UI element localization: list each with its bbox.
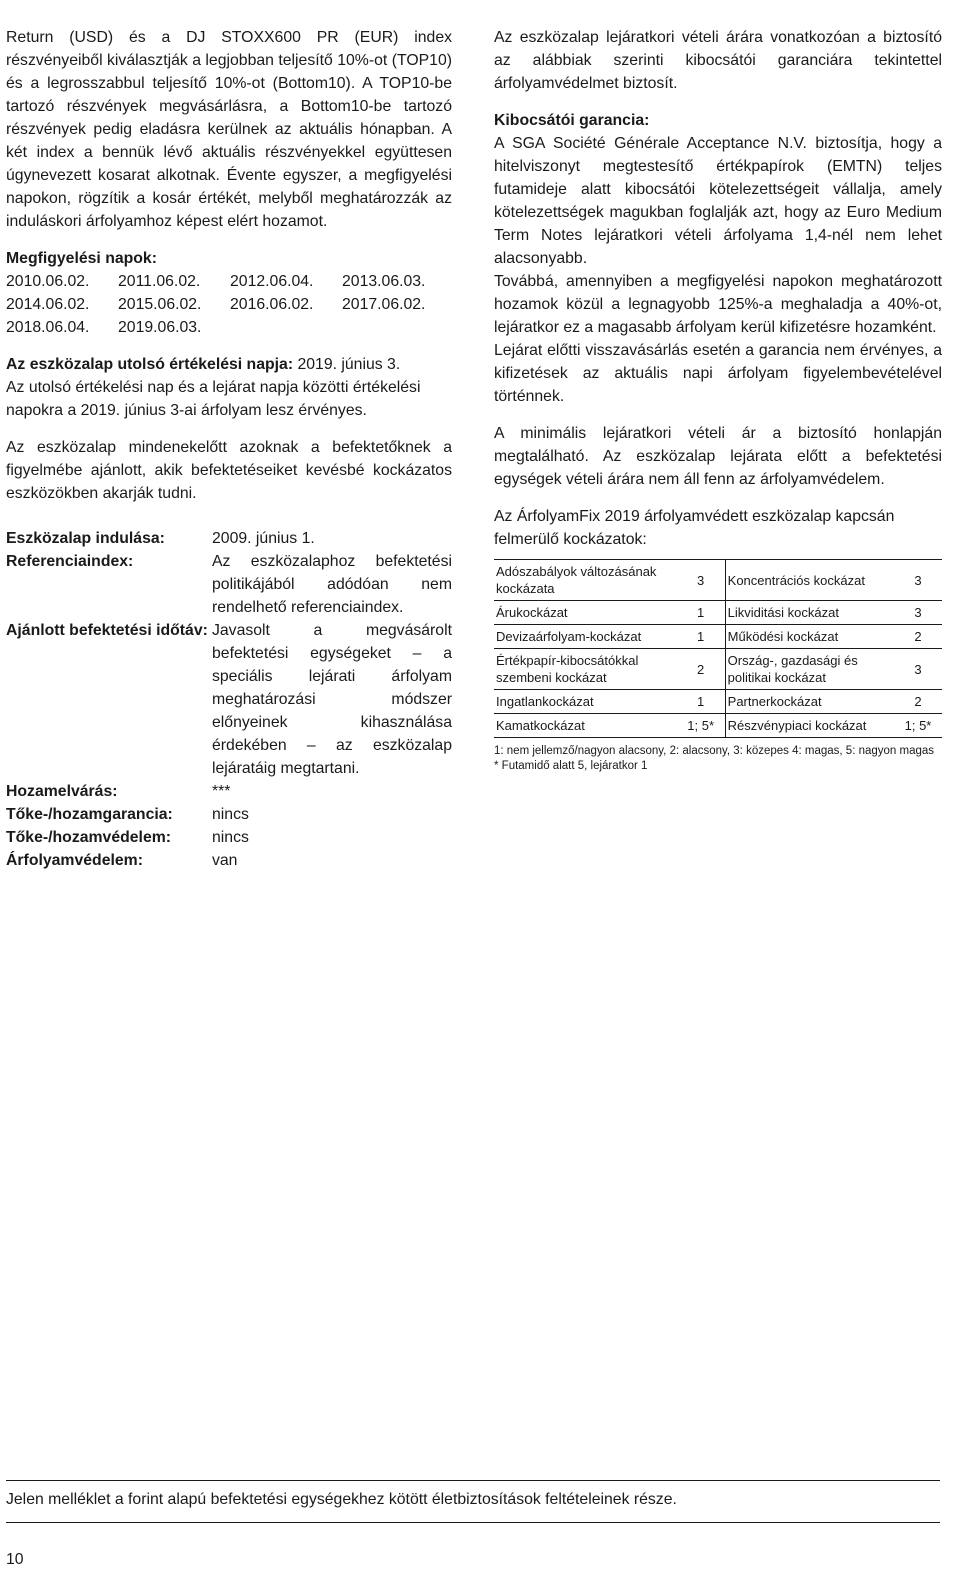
risk-intro: Az ÁrfolyamFix 2019 árfolyamvédett eszközalap kapcsán felmerülő kockázatok: xyxy=(494,508,895,548)
risk-score: 3 xyxy=(894,560,942,601)
fact-key: Referenciaindex: xyxy=(6,553,134,570)
fact-value: *** xyxy=(212,783,231,800)
fact-key: Tőke-/hozamgarancia: xyxy=(6,806,173,823)
protection-intro: Az eszközalap lejáratkori vételi árára vonatkozóan a biztosító az alábbiak szerinti kibocsátói garanciára tekintettel árfolyamvédelmet biztosít. xyxy=(494,29,942,92)
risk-name: Részvénypiaci kockázat xyxy=(725,714,894,738)
observation-date: 2016.06.02. xyxy=(230,296,314,313)
risk-row xyxy=(494,625,942,649)
risk-score: 1 xyxy=(677,690,726,714)
risk-name: Kamatkockázat xyxy=(494,714,677,738)
observation-heading: Megfigyelési napok: xyxy=(6,250,157,267)
risk-score: 1 xyxy=(677,625,726,649)
risk-score: 2 xyxy=(894,690,942,714)
risk-name: Értékpapír-kibocsátókkal szembeni kockázat xyxy=(494,649,677,690)
observation-date: 2012.06.04. xyxy=(230,273,314,290)
risk-name: Működési kockázat xyxy=(725,625,894,649)
risk-score: 2 xyxy=(894,625,942,649)
risk-row xyxy=(494,649,942,690)
target-paragraph: Az eszközalap mindenekelőtt azoknak a befektetőknek a figyelmébe ajánlott, akik befektetéseiket kevésbé kockázatos eszközökben akarják tudni. xyxy=(6,439,452,502)
risk-score: 1 xyxy=(677,601,726,625)
risk-name: Devizaárfolyam-kockázat xyxy=(494,625,677,649)
fact-value: nincs xyxy=(212,806,249,823)
fact-key: Hozamelvárás: xyxy=(6,783,118,800)
last-valuation-label: Az eszközalap utolsó értékelési napja: xyxy=(6,356,294,373)
fact-value: van xyxy=(212,852,238,869)
last-valuation-note: Az utolsó értékelési nap és a lejárat napja közötti értékelési napokra a 2019. június 3-ai árfolyam lesz érvényes. xyxy=(6,379,421,419)
fact-key: Árfolyamvédelem: xyxy=(6,852,143,869)
observation-date: 2013.06.03. xyxy=(342,273,426,290)
guarantee-paragraph: Továbbá, amennyiben a megfigyelési napokon meghatározott hozamok közül a legnagyobb 125%-a meghaladja a 40%-ot, lejáratkor ez a magasabb árfolyam kerül kifizetésre hozamként. xyxy=(494,273,942,336)
right-column xyxy=(494,26,942,774)
left-column xyxy=(6,26,452,872)
min-price-paragraph: A minimális lejáratkori vételi ár a biztosító honlapján megtalálható. Az eszközalap lejárata előtt a befektetési egységek vételi árára nem áll fenn az árfolyamvédelem. xyxy=(494,425,942,488)
observation-date: 2017.06.02. xyxy=(342,296,426,313)
last-valuation-value: 2019. június 3. xyxy=(293,356,401,373)
risk-name: Likviditási kockázat xyxy=(725,601,894,625)
observation-dates xyxy=(6,270,452,339)
risk-score: 3 xyxy=(894,649,942,690)
risk-score: 2 xyxy=(677,649,726,690)
guarantee-paragraph: A SGA Société Générale Acceptance N.V. biztosítja, hogy a hitelviszonyt megtestesítő értékpapírok (EMTN) teljes futamideje alatt kibocsátói kötelezettségeit vállalja, amely kötelezettségek magukban foglalják azt, hogy az Euro Medium Term Notes lejáratkori vételi árfolyama 1,4-nél nem lehet alacsonyabb. xyxy=(494,135,942,267)
guarantee-paragraph: Lejárat előtti visszavásárlás esetén a garancia nem érvényes, a kifizetések az aktuális napi árfolyam figyelembevételével történnek. xyxy=(494,342,942,405)
fact-value: nincs xyxy=(212,829,249,846)
observation-date: 2010.06.02. xyxy=(6,273,90,290)
risk-row xyxy=(494,690,942,714)
risk-name: Ország-, gazdasági és politikai kockázat xyxy=(725,649,894,690)
fact-value: Javasolt a megvásárolt befektetési egységeket – a speciális lejárati árfolyam meghatározási módszer előnyeinek kihasználása érdekében – az eszközalap lejáratáig megtartani. xyxy=(212,622,452,777)
fact-key: Eszközalap indulása: xyxy=(6,530,165,547)
risk-name: Árukockázat xyxy=(494,601,677,625)
observation-date: 2018.06.04. xyxy=(6,319,90,336)
page-number: 10 xyxy=(6,1551,24,1568)
fact-value: Az eszközalaphoz befektetési politikájából adódóan nem rendelhető referenciaindex. xyxy=(212,553,452,616)
risk-name: Koncentrációs kockázat xyxy=(725,560,894,601)
observation-date: 2019.06.03. xyxy=(118,319,202,336)
guarantee-heading: Kibocsátói garancia: xyxy=(494,112,650,129)
risk-name: Ingatlankockázat xyxy=(494,690,677,714)
risk-score: 3 xyxy=(677,560,726,601)
intro-paragraph: Return (USD) és a DJ STOXX600 PR (EUR) index részvényeiből kiválasztják a legjobban teljesítő 10%-ot (TOP10) és a legrosszabbul teljesítő 10%-ot (Bottom10). A TOP10-be tartozó részvények megvásárlásra, a Bottom10-be tartozó részvények pedig eladásra kerülnek az aktuális hónapban. A két index a bennük lévő aktuális részvényekkel együttesen úgynevezett kosarat alkotnak. Évente egyszer, a megfigyelési napokon, rögzítik a kosár értékét, melyből meghatározzák az induláskori árfolyamhoz képest elért hozamot. xyxy=(6,29,452,230)
risk-name: Adószabályok változásának kockázata xyxy=(494,560,677,601)
observation-date: 2014.06.02. xyxy=(6,296,90,313)
fund-facts xyxy=(6,527,452,872)
fact-key: Ajánlott befektetési időtáv: xyxy=(6,622,208,639)
footer-divider xyxy=(6,1480,940,1481)
risk-name: Partnerkockázat xyxy=(725,690,894,714)
risk-score: 1; 5* xyxy=(677,714,726,738)
risk-note: * Futamidő alatt 5, lejáratkor 1 xyxy=(494,760,648,772)
risk-score: 3 xyxy=(894,601,942,625)
observation-date: 2011.06.02. xyxy=(118,273,201,290)
risk-note: 1: nem jellemző/nagyon alacsony, 2: alacsony, 3: közepes 4: magas, 5: nagyon magas xyxy=(494,745,935,757)
risk-table xyxy=(494,559,942,738)
risk-row xyxy=(494,714,942,738)
page-divider xyxy=(6,1522,940,1523)
last-valuation xyxy=(6,353,452,376)
fact-key: Tőke-/hozamvédelem: xyxy=(6,829,172,846)
observation-date: 2015.06.02. xyxy=(118,296,202,313)
risk-row xyxy=(494,560,942,601)
risk-row xyxy=(494,601,942,625)
risk-score: 1; 5* xyxy=(894,714,942,738)
fact-value: 2009. június 1. xyxy=(212,530,315,547)
footer-text: Jelen melléklet a forint alapú befektetési egységekhez kötött életbiztosítások feltételeinek része. xyxy=(6,1491,677,1508)
